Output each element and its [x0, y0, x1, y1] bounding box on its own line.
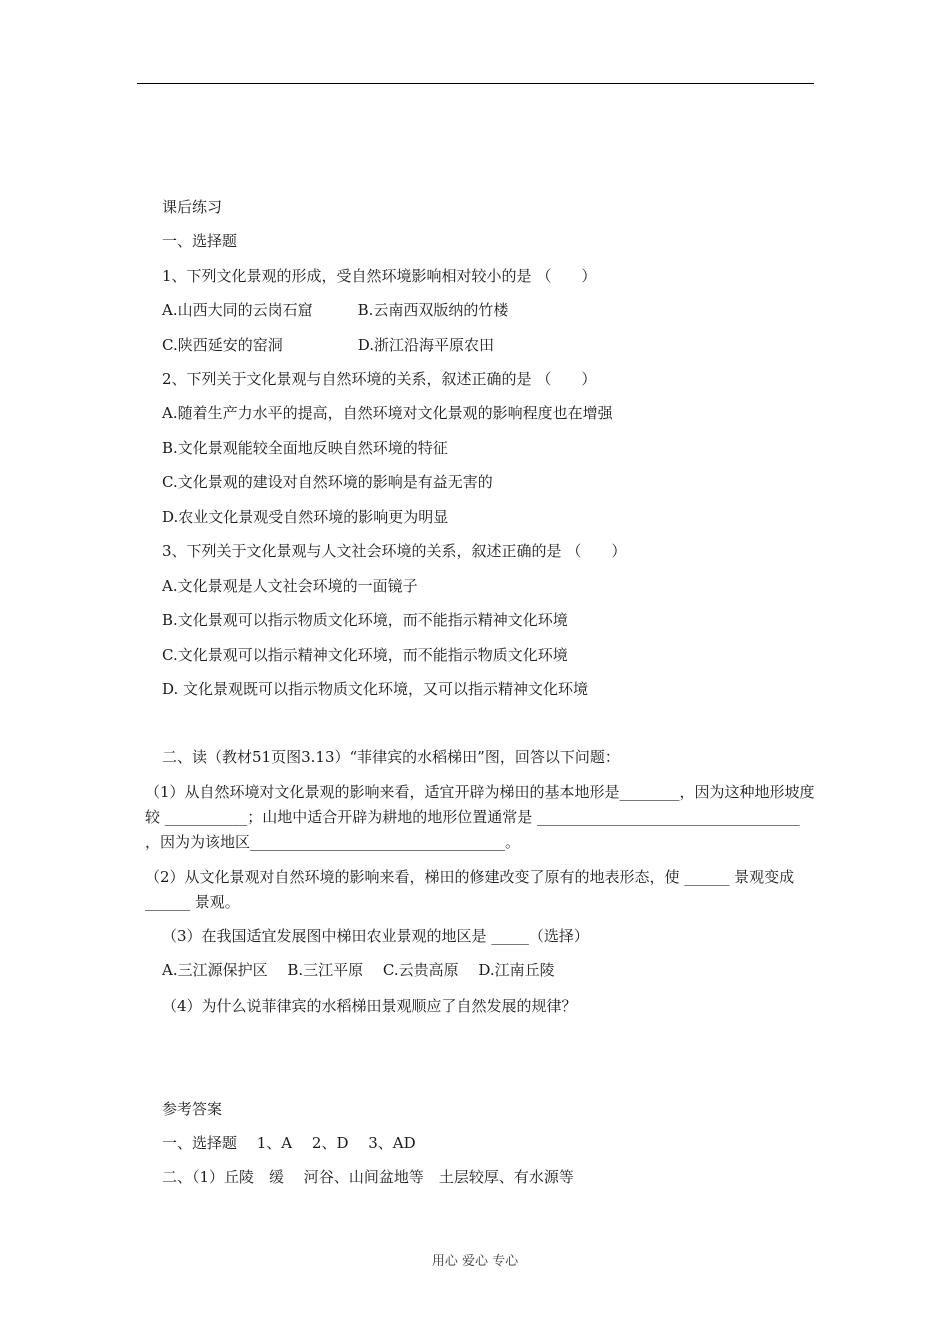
section2-title: 二、读（教材51页图3.13）“菲律宾的水稻梯田”图，回答以下问题： [162, 748, 620, 766]
q3-option-d: D. 文化景观既可以指示物质文化环境，又可以指示精神文化环境 [162, 680, 589, 698]
section1-title: 一、选择题 [162, 232, 238, 250]
s2-part4: （4）为什么说菲律宾的水稻梯田景观顺应了自然发展的规律？ [162, 997, 577, 1015]
q2-option-c: C.文化景观的建设对自然环境的影响是有益无害的 [162, 473, 493, 491]
q2-stem: 2、下列关于文化景观与自然环境的关系，叙述正确的是 （ ） [162, 370, 597, 388]
s2-part2: （2）从文化景观对自然环境的影响来看，梯田的修建改变了原有的地表形态，使 ______ 景观变成 ______ 景观。 [145, 868, 795, 911]
q1-options-row1: A.山西大同的云岗石窟 B.云南西双版纳的竹楼 [162, 301, 509, 319]
s2-part3: （3）在我国适宜发展图中梯田农业景观的地区是 _____（选择） [162, 927, 589, 945]
q3-option-a: A.文化景观是人文社会环境的一面镜子 [162, 577, 418, 595]
answers-line-2: 二、（1）丘陵 缓 河谷、山间盆地等 土层较厚、有水源等 [162, 1168, 574, 1186]
header-rule [137, 83, 814, 84]
q2-option-a: A.随着生产力水平的提高，自然环境对文化景观的影响程度也在增强 [162, 404, 613, 422]
q3-option-b: B.文化景观可以指示物质文化环境，而不能指示精神文化环境 [162, 611, 568, 629]
answers-line-1: 一、选择题 1、A 2、D 3、AD [162, 1134, 416, 1152]
q2-option-b: B.文化景观能较全面地反映自然环境的特征 [162, 439, 448, 457]
q1-options-row2: C.陕西延安的窑洞 D.浙江沿海平原农田 [162, 336, 494, 354]
q3-stem: 3、下列关于文化景观与人文社会环境的关系，叙述正确的是 （ ） [162, 542, 627, 560]
q3-option-c: C.文化景观可以指示精神文化环境，而不能指示物质文化环境 [162, 646, 568, 664]
answers-title: 参考答案 [162, 1100, 223, 1118]
q2-option-d: D.农业文化景观受自然环境的影响更为明显 [162, 508, 449, 526]
q1-stem: 1、下列文化景观的形成，受自然环境影响相对较小的是 （ ） [162, 267, 597, 285]
s2-part1: （1）从自然环境对文化景观的影响来看，适宜开辟为梯田的基本地形是________，因为这种地形坡度较 ___________；山地中适合开辟为耕地的地形位置通常是 ___________________________________ ，因为为该地区__________________________________。 [145, 783, 815, 851]
exercise-title: 课后练习 [162, 198, 223, 216]
page-footer: 用心 爱心 专心 [431, 1254, 519, 1269]
s2-part3-options: A.三江源保护区 B.三江平原 C.云贵高原 D.江南丘陵 [162, 961, 555, 979]
